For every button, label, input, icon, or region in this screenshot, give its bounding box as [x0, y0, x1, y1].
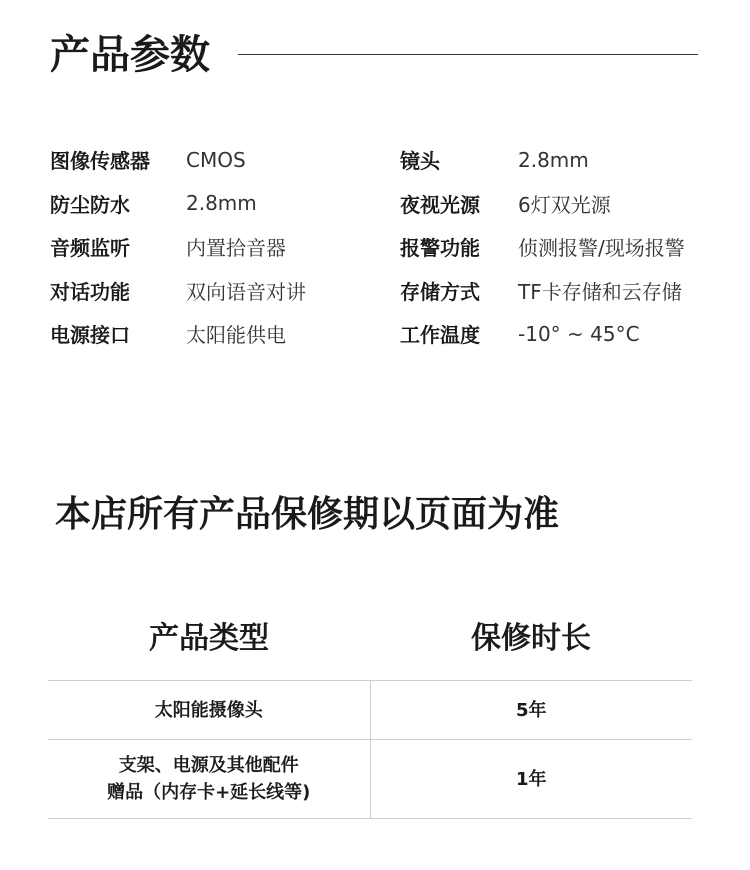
warranty-table-header [48, 590, 692, 680]
spec-label: 音频监听 [50, 236, 130, 261]
page-title: 产品参数 [50, 32, 210, 78]
spec-value: 2.8mm [518, 147, 589, 172]
spec-label: 报警功能 [400, 236, 480, 261]
spec-label: 对话功能 [50, 279, 130, 304]
spec-value: 6灯双光源 [518, 192, 611, 217]
spec-value: 太阳能供电 [186, 323, 286, 348]
warranty-period-cell: 5年 [515, 699, 547, 721]
title-divider [238, 54, 698, 55]
product-type-text: 太阳能摄像头 [154, 699, 263, 721]
product-type-cell [48, 681, 371, 739]
spec-value: 侦测报警/现场报警 [518, 236, 685, 261]
spec-row [50, 269, 710, 313]
spec-row [50, 225, 710, 269]
warranty-period-cell: 1年 [515, 768, 547, 790]
column-header-type: 产品类型 [149, 621, 269, 656]
spec-label: 存储方式 [400, 279, 480, 304]
spec-row [50, 138, 710, 182]
spec-value: CMOS [186, 147, 246, 172]
spec-value: -10° ~ 45°C [518, 321, 640, 346]
spec-value: 内置拾音器 [186, 236, 286, 261]
table-row [48, 739, 692, 819]
spec-label: 电源接口 [50, 323, 130, 348]
table-row [48, 680, 692, 739]
product-type-text: 赠品（内存卡+延长线等) [107, 782, 311, 803]
spec-table [50, 138, 710, 356]
spec-label: 镜头 [400, 149, 440, 174]
column-header-period: 保修时长 [471, 621, 591, 656]
spec-label: 防尘防水 [50, 192, 130, 217]
warranty-table [48, 590, 692, 819]
spec-value: 双向语音对讲 [186, 279, 306, 304]
product-type-text: 支架、电源及其他配件 [118, 755, 299, 776]
spec-row [50, 182, 710, 226]
spec-label: 工作温度 [400, 323, 480, 348]
product-type-cell [48, 740, 371, 818]
warranty-heading: 本店所有产品保修期以页面为准 [55, 494, 560, 535]
spec-label: 夜视光源 [400, 192, 480, 217]
spec-label: 图像传感器 [50, 149, 150, 174]
spec-row [50, 312, 710, 356]
spec-value: 2.8mm [186, 191, 257, 216]
spec-value: TF卡存储和云存储 [518, 279, 682, 304]
